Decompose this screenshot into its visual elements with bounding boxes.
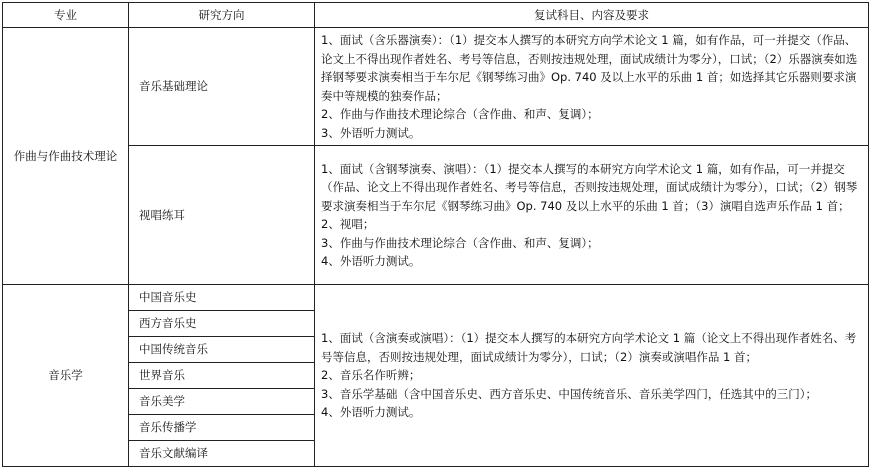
requirement-item: 3、音乐学基础（含中国音乐史、西方音乐史、中国传统音乐、音乐美学四门，任选其中的三门）； <box>321 386 818 401</box>
requirement-item: 3、外语听力测试。 <box>321 125 421 140</box>
table-row <box>3 146 869 285</box>
requirements-cell <box>315 28 869 146</box>
requirement-item: 2、视唱； <box>321 217 375 231</box>
direction-cell: 音乐基础理论 <box>129 28 315 146</box>
direction-cell: 音乐文献编译 <box>129 441 315 467</box>
table-row <box>3 285 869 311</box>
requirement-item: 4、外语听力测试。 <box>321 254 421 268</box>
direction-cell: 中国音乐史 <box>129 285 315 311</box>
direction-cell: 世界音乐 <box>129 363 315 389</box>
requirements-cell <box>315 285 869 467</box>
requirement-item: 2、作曲与作曲技术理论综合（含作曲、和声、复调）； <box>321 107 599 121</box>
requirement-item: 1、面试（含钢琴演奏、演唱）：（1）提交本人撰写的本研究方向学术论文 1 篇，如有作品，可一并提交（作品、论文上不得出现作者姓名、考号等信息，否则按违规处理，面试成绩计为零分），口试；（2）钢琴要求演奏相当于车尔尼《钢琴练习曲》Op. 740 及以上水平的乐曲 1 首；（3）演唱自选声乐作品 1 首； <box>321 161 858 213</box>
requirement-item: 4、外语听力测试。 <box>321 405 421 420</box>
header-requirements: 复试科目、内容及要求 <box>315 3 869 28</box>
requirement-item: 2、音乐名作听辨； <box>321 368 421 383</box>
table-row <box>3 28 869 146</box>
direction-cell: 音乐传播学 <box>129 415 315 441</box>
requirement-item: 3、作曲与作曲技术理论综合（含作曲、和声、复调）； <box>321 235 599 250</box>
major-cell: 作曲与作曲技术理论 <box>3 28 129 285</box>
header-direction: 研究方向 <box>129 3 315 28</box>
direction-cell: 中国传统音乐 <box>129 337 315 363</box>
direction-cell: 视唱练耳 <box>129 146 315 285</box>
requirement-item: 1、面试（含乐器演奏）：（1）提交本人撰写的本研究方向学术论文 1 篇，如有作品，可一并提交（作品、论文上不得出现作者姓名、考号等信息，否则按违规处理，面试成绩计为零分），口试；（2）乐器演奏如选择钢琴要求演奏相当于车尔尼《钢琴练习曲》Op. 740 及以上水平的乐曲 1 首；如选择其它乐器则要求演奏中等规模的独奏作品； <box>321 33 858 103</box>
header-row <box>3 3 869 28</box>
major-cell: 音乐学 <box>3 285 129 467</box>
direction-cell: 音乐美学 <box>129 389 315 415</box>
direction-cell: 西方音乐史 <box>129 311 315 337</box>
requirement-item: 1、面试（含演奏或演唱）：（1）提交本人撰写的本研究方向学术论文 1 篇（论文上不得出现作者姓名、考号等信息，否则按违规处理，面试成绩计为零分），口试；（2）演奏或演唱作品 1 首； <box>321 331 857 364</box>
header-major: 专业 <box>3 3 129 28</box>
requirements-cell <box>315 146 869 285</box>
requirements-table <box>2 2 869 467</box>
